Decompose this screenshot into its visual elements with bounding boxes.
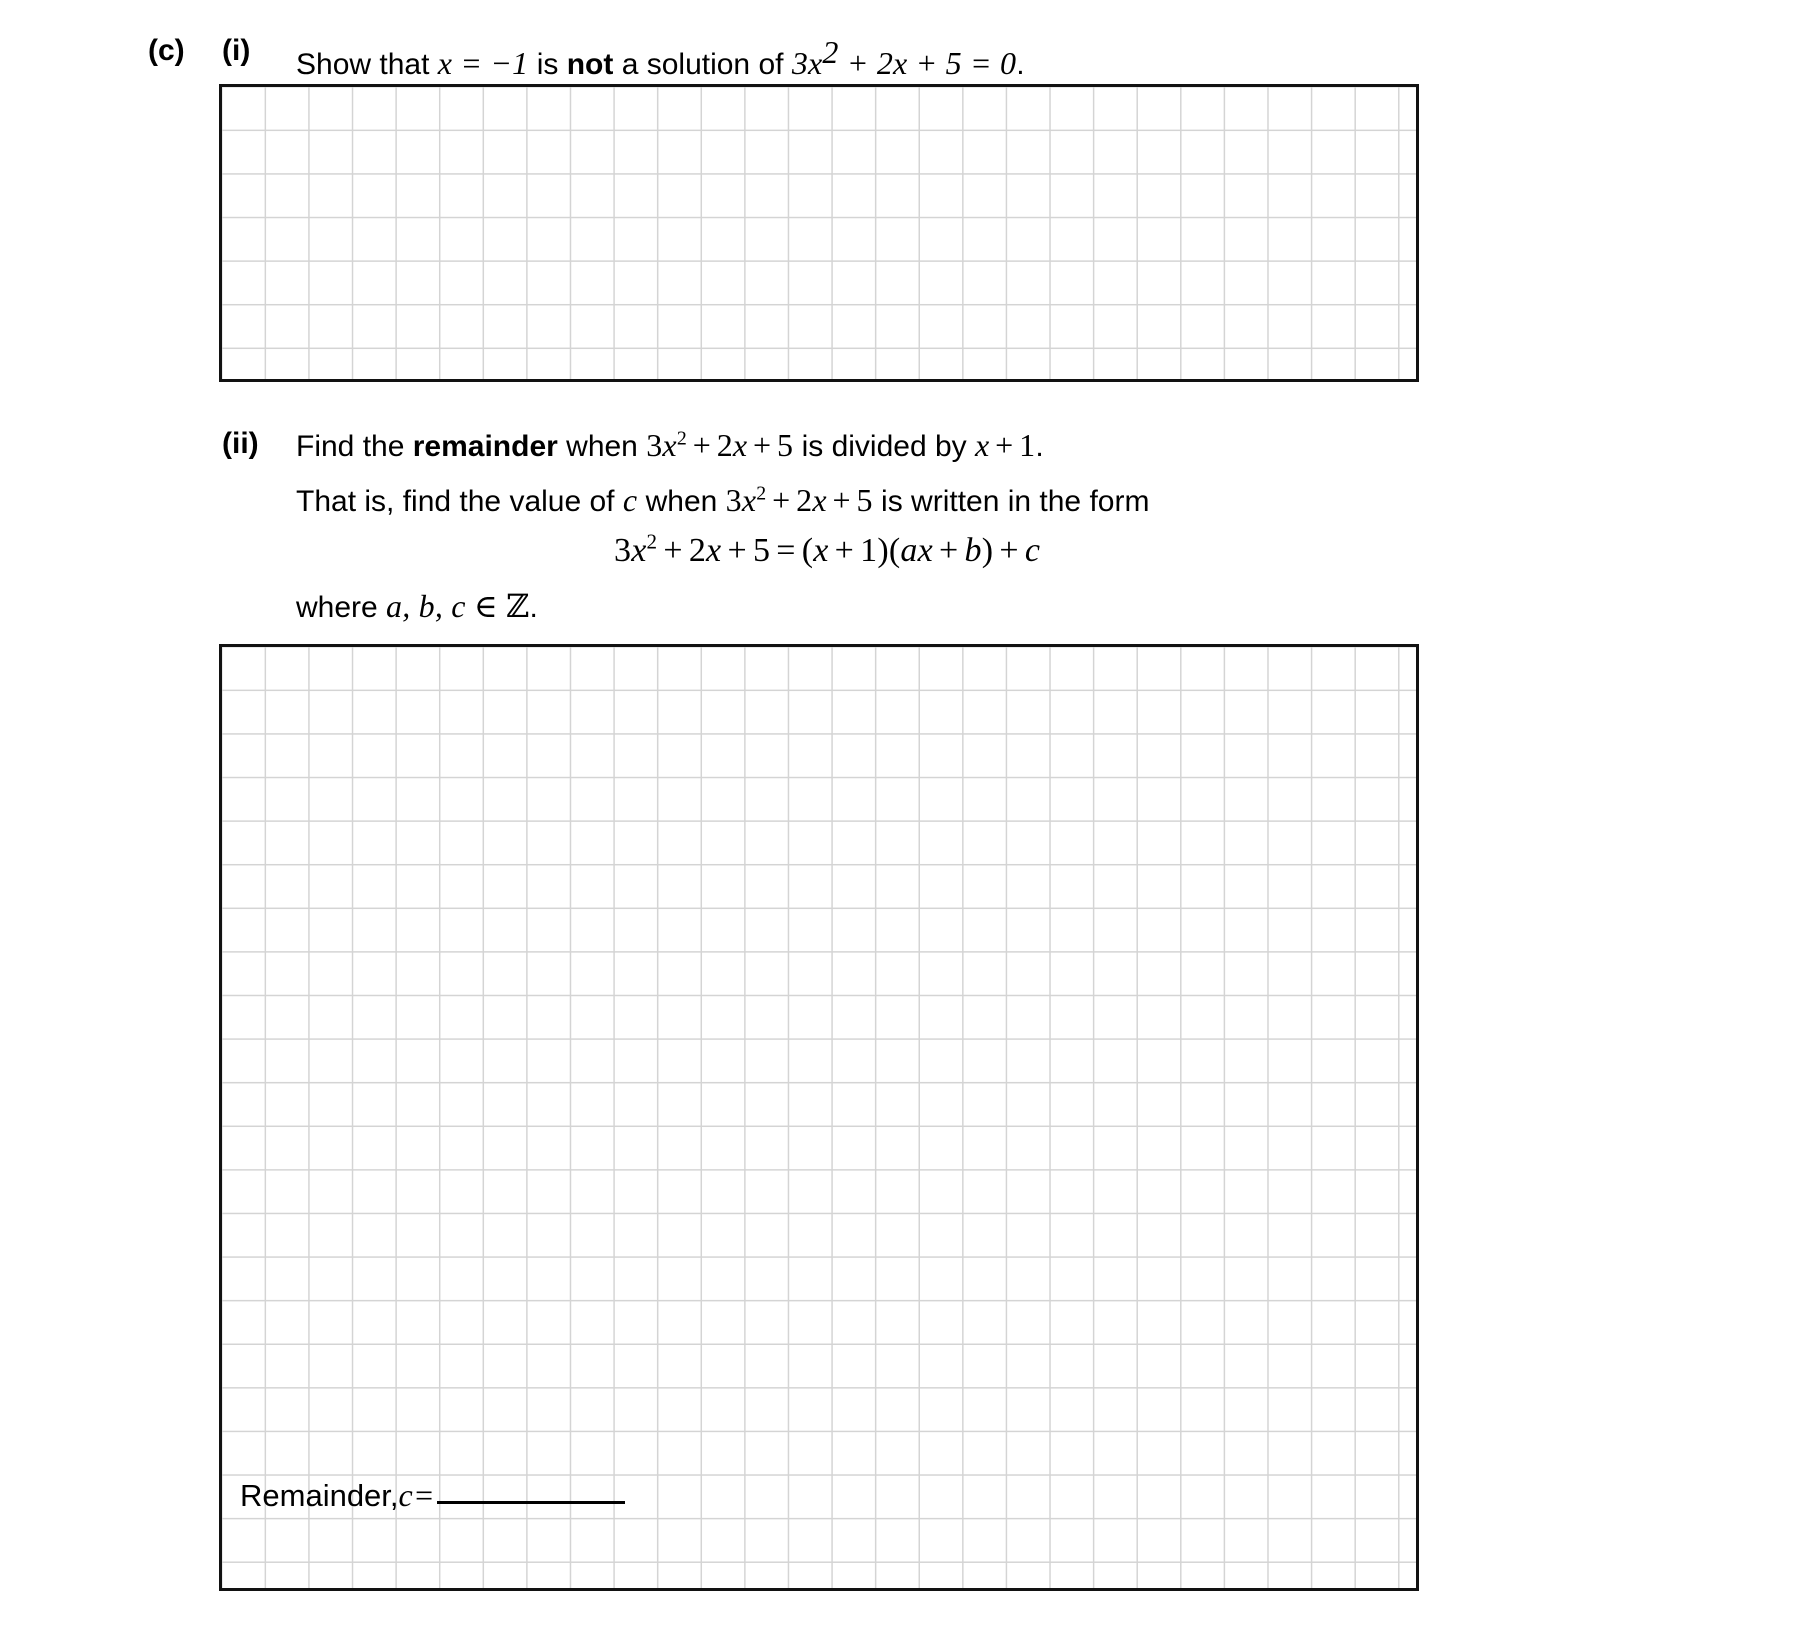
remainder-answer-prompt [240,1477,625,1514]
math-plus-2: + [907,45,946,81]
text-is: is [528,48,567,81]
question-text-c-ii-line1 [296,427,1044,464]
math-constant-5: 5 [945,45,962,81]
text-that-is-find-value: That is, find the value of [296,485,623,518]
math-zero: 0 [1000,45,1017,81]
math-equals: = [452,45,491,81]
text-written-in-form: is written in the form [872,485,1150,518]
math-divisor: x + 1 [975,427,1036,463]
text-show-that: Show that [296,48,438,81]
math-answer-variable-c: c [398,1477,413,1513]
math-expression-quadratic: $3x^2 + 2x + 5$ [646,427,794,463]
question-text-c-i [296,34,1025,82]
text-not-bold: not [566,48,614,81]
math-display-identity: $3x^2 + 2x + 5 = (x + 1)(ax + b) + c$ [614,529,1041,569]
text-a-solution-of: a solution of [613,48,792,81]
math-exponent-2: 2 [822,34,839,70]
text-period: . [1016,48,1025,81]
text-is-divided-by: is divided by [793,430,976,463]
answer-box-i[interactable] [219,84,1419,382]
math-variable-c: c [622,482,638,518]
sub-part-label-ii: (ii) [222,427,259,460]
text-period-iii: . [529,591,538,624]
answer-box-ii[interactable] [219,644,1419,1591]
answer-blank-line[interactable] [437,1501,625,1504]
part-label-c: (c) [148,34,185,67]
math-equals-sign: = [961,45,1001,81]
math-x: x [437,45,453,81]
math-value-neg-one: −1 [490,45,529,81]
math-plus-1: + [838,45,877,81]
text-where: where [296,591,387,624]
text-when: when [557,430,647,463]
display-equation [614,531,1040,570]
math-coefficient-3: 3 [791,45,809,81]
question-text-c-ii-line3 [296,587,538,625]
sub-part-label-i: (i) [222,34,251,67]
math-expression-quadratic-2: $3x^2 + 2x + 5$ [725,482,873,518]
math-answer-equals: = [412,1477,435,1513]
question-text-c-ii-line2 [296,482,1149,519]
text-remainder-label: Remainder, [240,1478,399,1513]
math-variables-abc: a, b, c [386,588,466,624]
text-when-2: when [637,485,726,518]
math-variable-x: x [808,45,823,81]
math-term-2x: 2x [876,45,908,81]
text-remainder-bold: remainder [412,430,558,463]
math-integer-set: ℤ [505,587,530,625]
text-find-the: Find the [296,430,413,463]
math-element-of: ∈ [465,588,506,624]
text-period-ii: . [1035,430,1044,463]
